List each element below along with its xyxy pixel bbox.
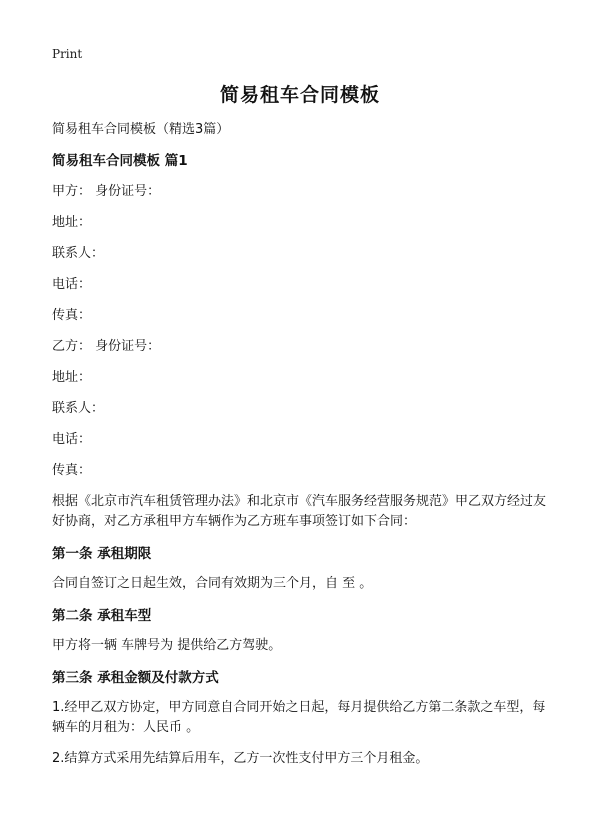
article-3-item-1: 1.经甲乙双方协定，甲方同意自合同开始之日起，每月提供给乙方第二条款之车型，每辆车的月租为：人民币 。 <box>52 700 546 735</box>
article-2-title: 第二条 承租车型 <box>52 608 152 624</box>
party-a-contact: 联系人： <box>52 246 105 261</box>
party-b-fax: 传真： <box>52 463 92 478</box>
party-a-fax: 传真： <box>52 308 92 323</box>
article-1-title: 第一条 承租期限 <box>52 546 152 562</box>
party-b-name-line: 乙方： 身份证号： <box>52 339 161 354</box>
party-b-contact: 联系人： <box>52 401 105 416</box>
party-b-phone: 电话： <box>52 432 92 447</box>
article-2-text: 甲方将一辆 车牌号为 提供给乙方驾驶。 <box>52 638 282 653</box>
party-a-name-line: 甲方： 身份证号： <box>52 184 161 199</box>
article-3-title: 第三条 承租金额及付款方式 <box>52 670 219 686</box>
document-subtitle: 简易租车合同模板（精选3篇） <box>52 122 230 137</box>
party-b-address: 地址： <box>52 370 92 385</box>
article-3-item-2: 2.结算方式采用先结算后用车，乙方一次性支付甲方三个月租金。 <box>52 751 429 766</box>
article-1-text: 合同自签订之日起生效，合同有效期为三个月，自 至 。 <box>52 576 373 591</box>
section-title: 简易租车合同模板 篇1 <box>52 153 188 169</box>
party-a-address: 地址： <box>52 215 92 230</box>
document-title: 简易租车合同模板 <box>219 84 380 106</box>
party-a-phone: 电话： <box>52 277 92 292</box>
print-link[interactable]: Print <box>52 47 83 61</box>
intro-paragraph: 根据《北京市汽车租赁管理办法》和北京市《汽车服务经营服务规范》甲乙双方经过友好协商，对乙方承租甲方车辆作为乙方班车事项签订如下合同： <box>52 494 547 529</box>
